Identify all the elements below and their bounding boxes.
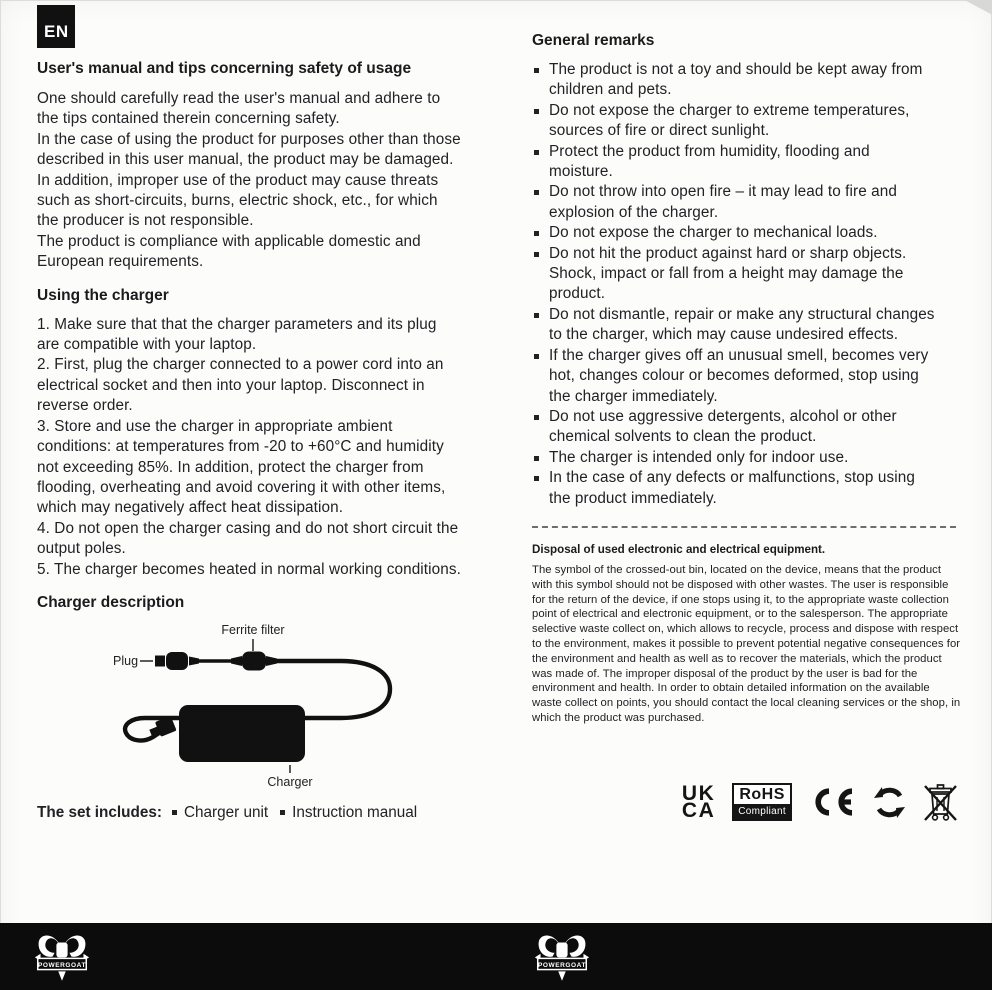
manual-title: User's manual and tips concerning safety of usage (37, 60, 412, 77)
charger-body-icon (179, 705, 305, 762)
remark-item: The charger is intended only for indoor use. (532, 448, 936, 468)
charger-label: Charger (267, 774, 313, 789)
ferrite-filter-icon (231, 651, 277, 670)
footer-bar (0, 923, 992, 990)
remark-item: Do not throw into open fire – it may lead to fire and explosion of the charger. (532, 182, 936, 223)
dashed-divider (532, 526, 956, 528)
rohs-subtitle: Compliant (734, 804, 790, 819)
recycle-icon (873, 786, 906, 819)
intro-paragraphs (37, 89, 461, 273)
disposal-text: The symbol of the crossed-out bin, located on the device, means that the product with this symbol should not be disposed with other wastes. The user is responsible for the return of the device, if one stops using it, to the appropriate waste collection point of electrical and electronic equipment, or to the salesperson. The appropriate selective waste collect on, which allows to recycle, process and dispose with respect to the environment, makes it possible to prevent potential negative consequences for the environment and health as well as to recover the materials, which the product was made of. The improper disposal of the product by the user is bad for the environment and health. In order to obtain detailed information on the available waste collect on points, you should contact the local cleaning services or the shop, in which the product was purchased. (532, 563, 961, 724)
set-includes-line (37, 804, 461, 822)
remark-item: The product is not a toy and should be kept away from children and pets. (532, 60, 936, 101)
step-item: 5. The charger becomes heated in normal working conditions. (37, 560, 461, 578)
remark-item: If the charger gives off an unusual smell, becomes very hot, changes colour or becomes deformed, stop using the charger immediately. (532, 346, 936, 407)
ukca-mark (681, 782, 716, 823)
right-column (532, 32, 960, 823)
ferrite-filter-label: Ferrite filter (221, 622, 285, 637)
powergoat-logo-icon (34, 928, 90, 985)
crossed-out-bin-icon (923, 782, 958, 823)
plug-label: Plug (113, 653, 139, 668)
using-charger-steps (37, 315, 461, 580)
intro-paragraph: In the case of using the product for purposes other than those described in this user manual, the product may be damaged. In addition, improper use of the product may cause threats such as short-circuits, burns, electric shock, etc., for which the producer is not responsible. (37, 130, 461, 230)
set-item: Charger unit (170, 804, 268, 822)
charger-diagram (109, 622, 449, 790)
step-item: 1. Make sure that that the charger parameters and its plug are compatible with your laptop. (37, 315, 437, 354)
ukca-line1: UK (681, 782, 716, 806)
left-column (37, 60, 461, 822)
language-badge (37, 5, 75, 48)
powergoat-logo-icon (534, 928, 590, 985)
certification-marks-row (532, 782, 960, 823)
remark-item: In the case of any defects or malfunctions, stop using the product immediately. (532, 468, 936, 509)
intro-paragraph: One should carefully read the user's manual and adhere to the tips contained therein concerning safety. (37, 90, 441, 128)
remark-item: Do not hit the product against hard or sharp objects. Shock, impact or fall from a height may damage the product. (532, 244, 936, 305)
disposal-heading: Disposal of used electronic and electrical equipment. (532, 542, 826, 556)
remark-item: Do not expose the charger to extreme temperatures, sources of fire or direct sunlight. (532, 101, 936, 142)
using-charger-heading: Using the charger (37, 286, 169, 304)
remark-item: Do not dismantle, repair or make any structural changes to the charger, which may cause undesired effects. (532, 305, 936, 346)
ce-mark-icon (809, 787, 856, 817)
step-item: 3. Store and use the charger in appropriate ambient conditions: at temperatures from -20 to +60°C and humidity not exceeding 85%. In addition, protect the charger from flooding, overheating and avoid covering it with other items, which may negatively affect heat dissipation. (37, 417, 446, 517)
language-badge-label: EN (44, 22, 69, 41)
step-item: 2. First, plug the charger connected to a power cord into an electrical socket and then into your laptop. Disconnect in reverse order. (37, 356, 444, 415)
plug-icon (155, 652, 199, 670)
powergoat-wordmark: POWERGOAT (38, 962, 86, 970)
charger-description-heading: Charger description (37, 593, 185, 611)
ukca-line2: CA (681, 799, 716, 823)
set-includes-label: The set includes: (37, 803, 162, 821)
remark-item: Do not use aggressive detergents, alcohol or other chemical solvents to clean the product. (532, 407, 936, 448)
rohs-title: RoHS (739, 786, 785, 804)
rohs-mark (732, 783, 792, 821)
remark-item: Do not expose the charger to mechanical loads. (532, 223, 936, 243)
general-remarks-list (532, 60, 936, 509)
set-item: Instruction manual (278, 804, 417, 822)
set-includes-items (168, 804, 417, 822)
intro-paragraph: The product is compliance with applicable domestic and European requirements. (37, 232, 421, 271)
step-item: 4. Do not open the charger casing and do not short circuit the output poles. (37, 519, 459, 558)
general-remarks-heading: General remarks (532, 32, 655, 49)
scan-artifact (965, 0, 992, 16)
powergoat-wordmark: POWERGOAT (538, 962, 586, 970)
remark-item: Protect the product from humidity, flooding and moisture. (532, 142, 936, 183)
